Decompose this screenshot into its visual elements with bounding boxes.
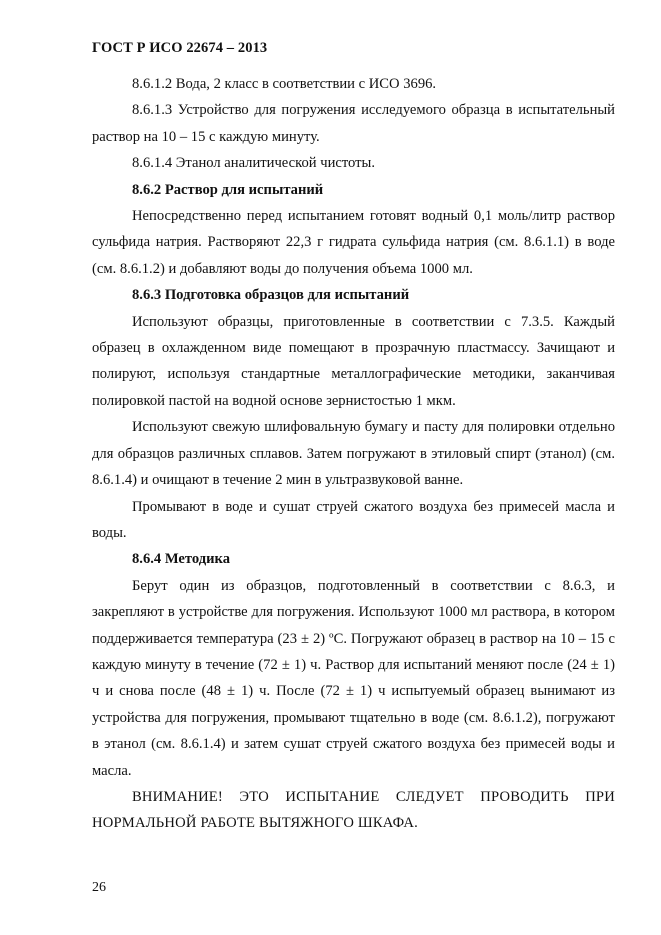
section-heading-8-6-3: 8.6.3 Подготовка образцов для испытаний	[132, 287, 410, 304]
paragraph-test-solution: Непосредственно перед испытанием готовят водный 0,1 моль/литр раствор сульфида натрия. Растворяют 22,3 г гидрата сульфида натрия (см. 8.6.1.1) в воде (см. 8.6.1.2) и добавляют воды до получения объема 1000 мл.	[92, 208, 615, 277]
section-heading-8-6-4: 8.6.4 Методика	[132, 551, 231, 568]
paragraph-8-6-1-3: 8.6.1.3 Устройство для погружения исследуемого образца в испытательный раствор на 10 – 15 с каждую минуту.	[92, 102, 615, 145]
paragraph-specimen-prep: Используют образцы, приготовленные в соответствии с 7.3.5. Каждый образец в охлажденном виде помещают в прозрачную пластмассу. Зачищают и полируют, используя стандартные металлографические методики, заканчивая полировкой пастой на водной основе зернистостью 1 мкм.	[92, 313, 615, 409]
standard-header: ГОСТ Р ИСО 22674 – 2013	[92, 40, 268, 56]
section-heading-8-6-2: 8.6.2 Раствор для испытаний	[132, 181, 324, 198]
paragraph-procedure: Берут один из образцов, подготовленный в соответствии с 8.6.3, и закрепляют в устройстве для погружения. Используют 1000 мл раствора, в котором поддерживается температура (23 ± 2) ºС. Погружают образец в раствор на 10 – 15 с каждую минуту в течение (72 ± 1) ч. Раствор для испытаний меняют после (24 ± 1) ч и снова после (48 ± 1) ч. После (72 ± 1) ч испытуемый образец вынимают из устройства для погружения, промывают тщательно в воде (см. 8.6.1.2), погружают в этанол (см. 8.6.1.4) и затем сушат струей сжатого воздуха без примесей воды и масла.	[92, 577, 615, 779]
paragraph-8-6-1-2: 8.6.1.2 Вода, 2 класс в соответствии с ИСО 3696.	[132, 76, 437, 92]
paragraph-8-6-1-4: 8.6.1.4 Этанол аналитической чистоты.	[132, 155, 375, 172]
document-body	[92, 71, 615, 837]
warning-notice: ВНИМАНИЕ! ЭТО ИСПЫТАНИЕ СЛЕДУЕТ ПРОВОДИТЬ ПРИ НОРМАЛЬНОЙ РАБОТЕ ВЫТЯЖНОГО ШКАФА.	[92, 788, 615, 832]
paragraph-polishing: Используют свежую шлифовальную бумагу и пасту для полировки отдельно для образцов различных сплавов. Затем погружают в этиловый спирт (этанол) (см. 8.6.1.4) и очищают в течение 2 мин в ультразвуковой ванне.	[92, 419, 615, 489]
paragraph-rinsing: Промывают в воде и сушат струей сжатого воздуха без примесей масла и воды.	[92, 498, 615, 541]
page-number: 26	[92, 880, 106, 895]
